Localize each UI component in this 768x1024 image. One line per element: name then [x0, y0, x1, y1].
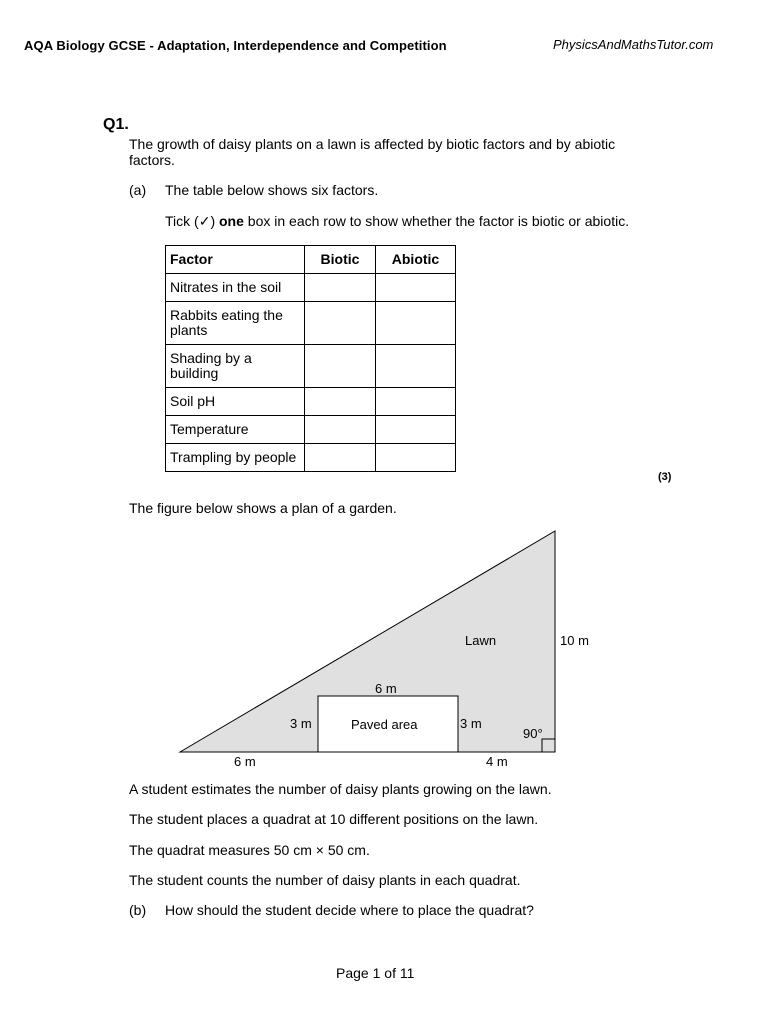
page-number: 1 — [372, 965, 381, 981]
angle-label: 90° — [523, 726, 543, 741]
table-row — [166, 388, 456, 416]
paragraph-3: The quadrat measures 50 cm × 50 cm. — [129, 842, 370, 858]
total-pages: 11 — [399, 965, 415, 981]
question-number: Q1. — [103, 116, 129, 133]
paragraph-4: The student counts the number of daisy plants in each quadrat. — [129, 872, 521, 888]
paragraph-2: The student places a quadrat at 10 different positions on the lawn. — [129, 811, 539, 827]
table-row — [166, 302, 456, 345]
document-header-title: AQA Biology GCSE - Adaptation, Interdependence and Competition — [24, 38, 447, 53]
tick-symbol: ✓ — [198, 213, 211, 229]
table-row — [166, 444, 456, 472]
table-row — [166, 345, 456, 388]
paved-width-label: 6 m — [375, 681, 397, 696]
garden-plan-figure — [170, 525, 610, 770]
biotic-tick-box[interactable] — [305, 444, 376, 472]
table-header-row — [166, 246, 456, 274]
abiotic-tick-box[interactable] — [376, 302, 456, 345]
lawn-label: Lawn — [465, 633, 497, 648]
header-factor: Factor — [166, 246, 305, 274]
factor-cell: Temperature — [166, 416, 305, 444]
paved-left-height-label: 3 m — [290, 716, 312, 731]
part-a-label: (a) — [129, 182, 147, 198]
biotic-tick-box[interactable] — [305, 274, 376, 302]
base-left-label: 6 m — [234, 754, 256, 769]
part-b-label: (b) — [129, 902, 147, 918]
instruction-mid: ) — [210, 213, 219, 229]
instruction-post: box in each row to show whether the factor is biotic or abiotic. — [243, 213, 630, 229]
biotic-tick-box[interactable] — [305, 345, 376, 388]
factor-cell: Nitrates in the soil — [166, 274, 305, 302]
table-row — [166, 416, 456, 444]
instruction-pre: Tick ( — [165, 213, 199, 229]
paragraph-1: A student estimates the number of daisy plants growing on the lawn. — [129, 781, 552, 797]
factor-cell: Trampling by people — [166, 444, 305, 472]
document-header-site: PhysicsAndMathsTutor.com — [553, 37, 714, 52]
abiotic-tick-box[interactable] — [376, 388, 456, 416]
factor-cell: Shading by a building — [166, 345, 305, 388]
abiotic-tick-box[interactable] — [376, 416, 456, 444]
abiotic-tick-box[interactable] — [376, 444, 456, 472]
instruction-bold: one — [219, 213, 244, 229]
question-intro-line-1: The growth of daisy plants on a lawn is affected by biotic factors and by abiotic — [129, 136, 616, 152]
part-b-text: How should the student decide where to place the quadrat? — [165, 902, 534, 918]
factors-table — [165, 245, 456, 472]
question-intro-line-2: factors. — [129, 152, 175, 168]
factor-cell: Rabbits eating the plants — [166, 302, 305, 345]
part-a-instruction — [165, 213, 629, 229]
factor-cell: Soil pH — [166, 388, 305, 416]
biotic-tick-box[interactable] — [305, 302, 376, 345]
header-biotic: Biotic — [305, 246, 376, 274]
base-right-label: 4 m — [486, 754, 508, 769]
part-a-text: The table below shows six factors. — [165, 182, 379, 198]
paved-right-height-label: 3 m — [460, 716, 482, 731]
biotic-tick-box[interactable] — [305, 416, 376, 444]
page-label: Page — [336, 965, 369, 981]
figure-intro: The figure below shows a plan of a garden. — [129, 500, 397, 516]
page-footer — [336, 965, 414, 981]
biotic-tick-box[interactable] — [305, 388, 376, 416]
abiotic-tick-box[interactable] — [376, 345, 456, 388]
paved-area-label: Paved area — [351, 717, 418, 732]
header-abiotic: Abiotic — [376, 246, 456, 274]
marks-label: (3) — [658, 471, 672, 483]
of-label: of — [384, 965, 396, 981]
abiotic-tick-box[interactable] — [376, 274, 456, 302]
table-row — [166, 274, 456, 302]
height-label: 10 m — [560, 633, 589, 648]
